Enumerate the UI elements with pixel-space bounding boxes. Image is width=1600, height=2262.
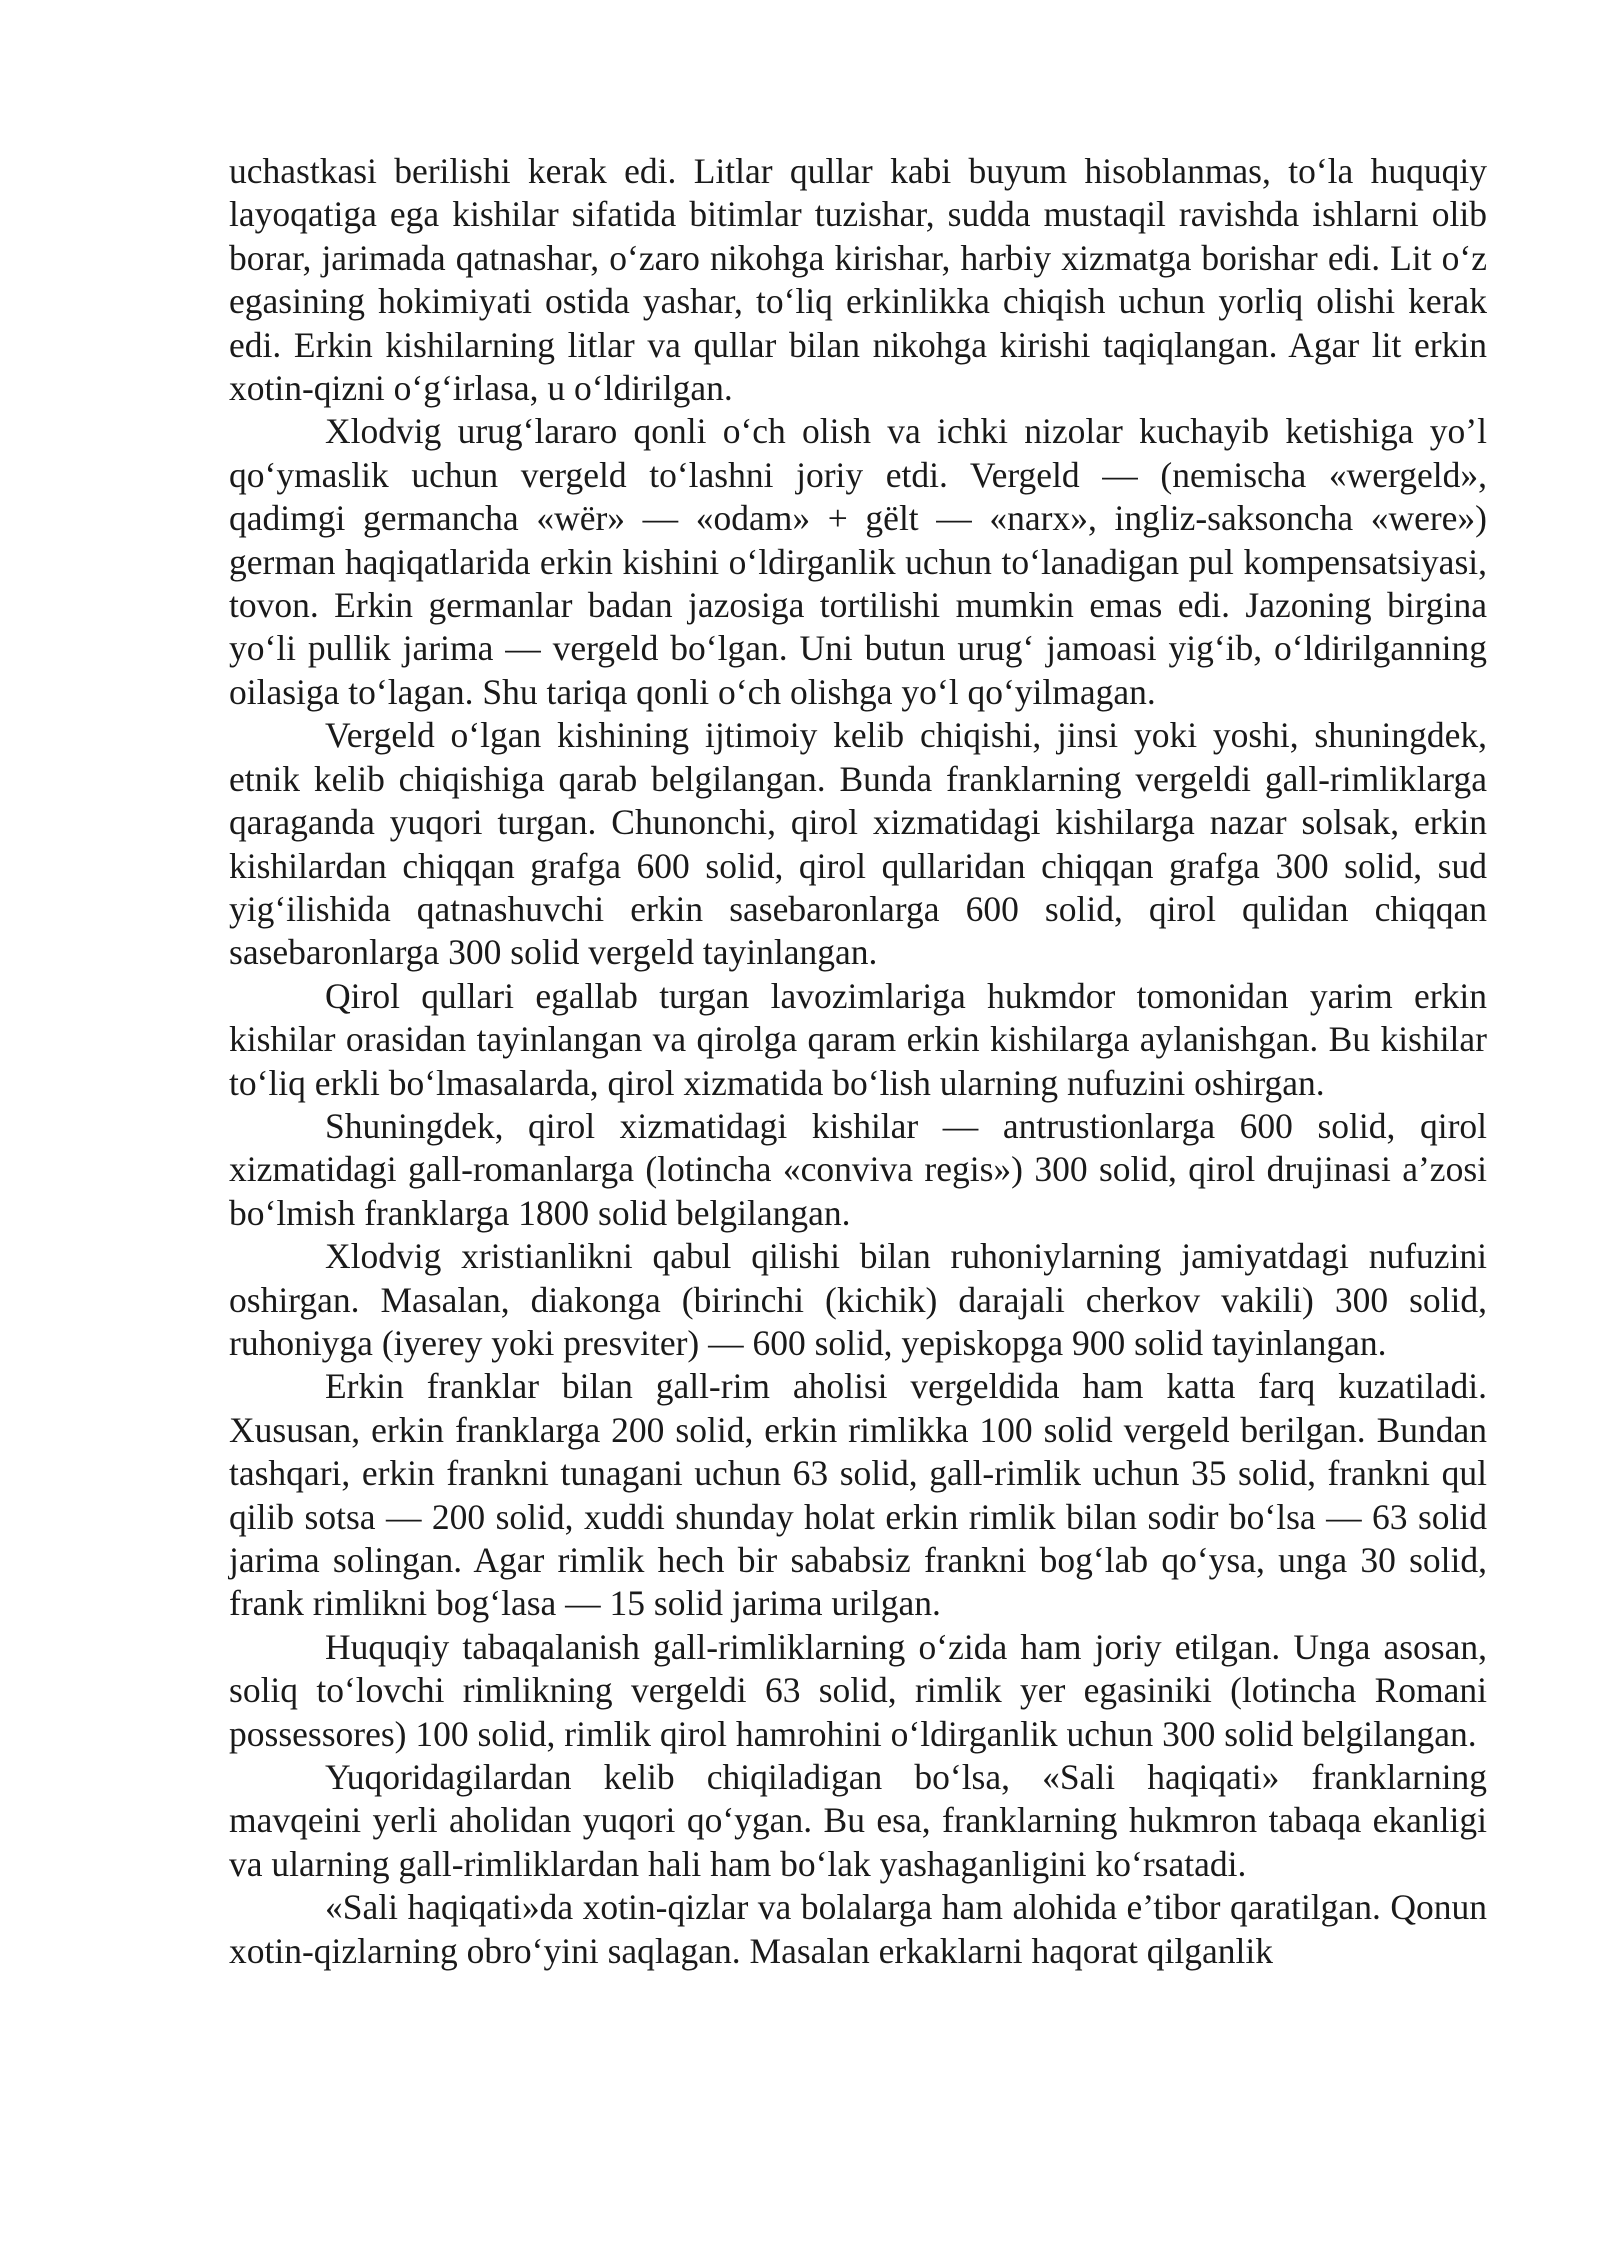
paragraph: Vergeld o‘lgan kishining ijtimoiy kelib chiqishi, jinsi yoki yoshi, shuningdek, etnik kelib chiqishiga qarab belgilangan. Bunda franklarning vergeldi gall-rimliklarga qaraganda yuqori turgan. Chunonchi, qirol xizmatidagi kishilarga nazar solsak, erkin kishilardan chiqqan grafga 600 solid, qirol qullaridan chiqqan grafga 300 solid, sud yig‘ilishida qatnashuvchi erkin sasebaronlarga 600 solid, qirol qulidan chiqqan sasebaronlarga 300 solid vergeld tayinlangan.: [229, 715, 1487, 973]
paragraph: Xlodvig xristianlikni qabul qilishi bilan ruhoniylarning jamiyatdagi nufuzini oshirgan. Masalan, diakonga (birinchi (kichik) darajali cherkov vakili) 300 solid, ruhoniyga (iyerey yoki presviter) — 600 solid, yepiskopga 900 solid tayinlangan.: [229, 1236, 1487, 1363]
paragraph: Yuqoridagilardan kelib chiqiladigan bo‘lsa, «Sali haqiqati» franklarning mavqeini yerli aholidan yuqori qo‘ygan. Bu esa, franklarning hukmron tabaqa ekanligi va ularning gall-rimliklardan hali ham bo‘lak yashaganligini ko‘rsatadi.: [229, 1757, 1487, 1884]
paragraph: Erkin franklar bilan gall-rim aholisi vergeldida ham katta farq kuzatiladi. Xususan, erkin franklarga 200 solid, erkin rimlikka 100 solid vergeld berilgan. Bundan tashqari, erkin frankni tunagani uchun 63 solid, gall-rimlik uchun 35 solid, frankni qul qilib sotsa — 200 solid, xuddi shunday holat erkin rimlik bilan sodir bo‘lsa — 63 solid jarima solingan. Agar rimlik hech bir sababsiz frankni bog‘lab qo‘ysa, unga 30 solid, frank rimlikni bog‘lasa — 15 solid jarima urilgan.: [229, 1366, 1487, 1624]
paragraph: Huquqiy tabaqalanish gall-rimliklarning o‘zida ham joriy etilgan. Unga asosan, soliq to‘lovchi rimlikning vergeldi 63 solid, rimlik yer egasiniki (lotincha Romani possessores) 100 solid, rimlik qirol hamrohini o‘ldirganlik uchun 300 solid belgilangan.: [229, 1626, 1487, 1754]
paragraph: Qirol qullari egallab turgan lavozimlariga hukmdor tomonidan yarim erkin kishilar orasidan tayinlangan va qirolga qaram erkin kishilarga aylanishgan. Bu kishilar to‘liq erkli bo‘lmasalarda, qirol xizmatida bo‘lish ularning nufuzini oshirgan.: [229, 975, 1487, 1103]
paragraph: Xlodvig urug‘lararo qonli o‘ch olish va ichki nizolar kuchayib ketishiga yo’l qo‘ymaslik uchun vergeld to‘lashni joriy etdi. Vergeld — (nemischa «wergeld», qadimgi germancha «wёr» — «odam» + gёlt — «narx», ingliz-saksoncha «were») german haqiqatlarida erkin kishini o‘ldirganlik uchun to‘lanadigan pul kompensatsiyasi, tovon. Erkin germanlar badan jazosiga tortilishi mumkin emas edi. Jazoning birgina yo‘li pullik jarima — vergeld bo‘lgan. Uni butun urug‘ jamoasi yig‘ib, o‘ldirilganning oilasiga to‘lagan. Shu tariqa qonli o‘ch olishga yo‘l qo‘yilmagan.: [229, 411, 1487, 712]
document-page: [229, 150, 1487, 1973]
paragraph: Shuningdek, qirol xizmatidagi kishilar — antrustionlarga 600 solid, qirol xizmatidagi gall-romanlarga (lotincha «conviva regis») 300 solid, qirol drujinasi a’zosi bo‘lmish franklarga 1800 solid belgilangan.: [229, 1105, 1487, 1233]
paragraph: uchastkasi berilishi kerak edi. Litlar qullar kabi buyum hisoblanmas, to‘la huquqiy layoqatiga ega kishilar sifatida bitimlar tuzishar, sudda mustaqil ravishda ishlarni olib borar, jarimada qatnashar, o‘zaro nikohga kirishar, harbiy xizmatga borishar edi. Lit o‘z egasining hokimiyati ostida yashar, to‘liq erkinlikka chiqish uchun yorliq olishi kerak edi. Erkin kishilarning litlar va qullar bilan nikohga kirishi taqiqlangan. Agar lit erkin xotin-qizni o‘g‘irlasa, u o‘ldirilgan.: [229, 151, 1487, 409]
paragraph: «Sali haqiqati»da xotin-qizlar va bolalarga ham alohida e’tibor qaratilgan. Qonun xotin-qizlarning obro‘yini saqlagan. Masalan erkaklarni haqorat qilganlik: [229, 1887, 1487, 1971]
